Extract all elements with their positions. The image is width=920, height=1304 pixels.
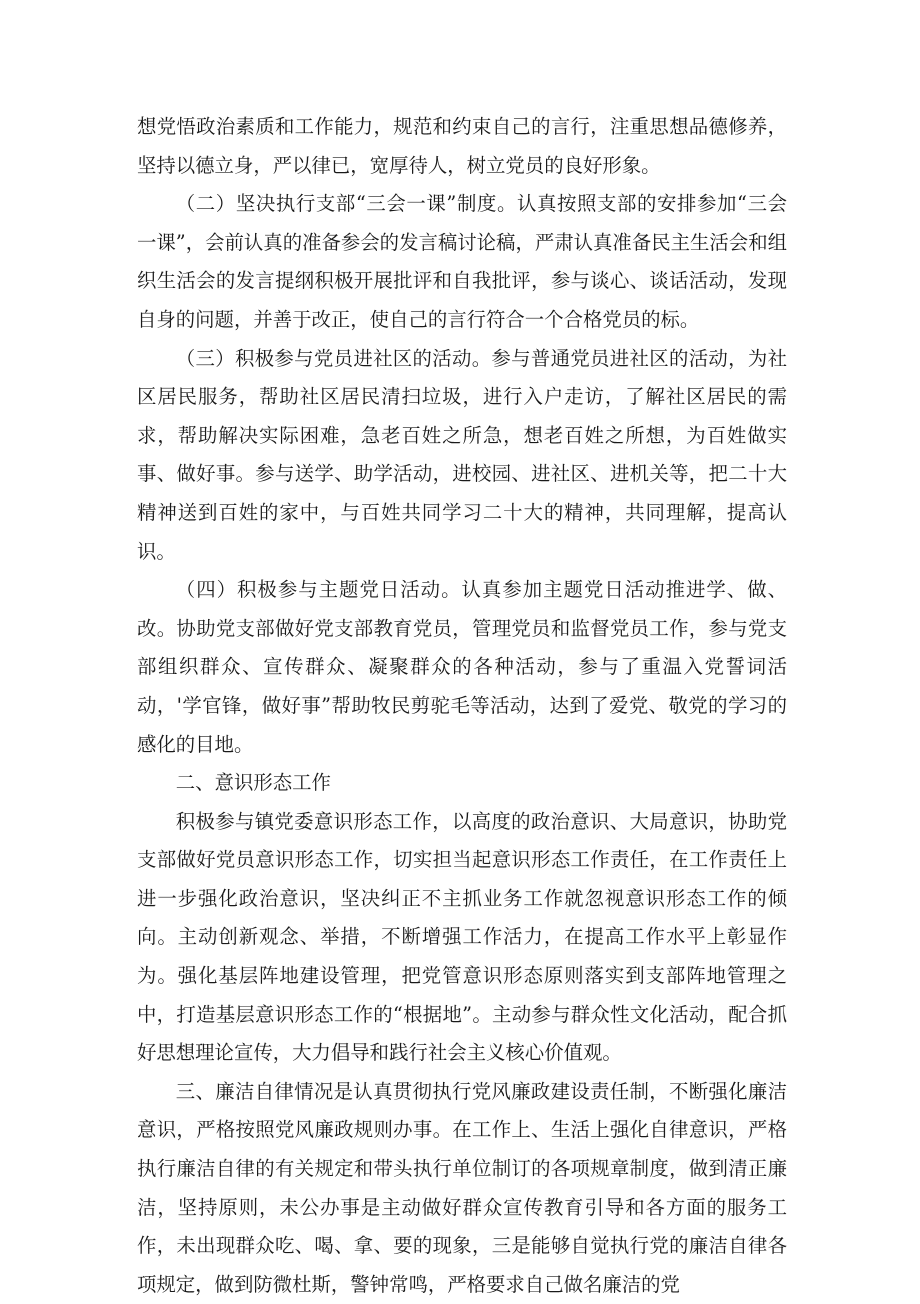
paragraph-item-2: （二）坚决执行支部“三会一课”制度。认真按照支部的安排参加“三会一课”，会前认真的准备参会的发言稿讨论稿，严肃认真准备民主生活会和组织生活会的发言提纲积极开展批评和自我批评，参与谈心、谈话活动，发现自身的问题，并善于改正，使自己的言行符合一个合格党员的标。 xyxy=(137,192,787,331)
document-body xyxy=(137,108,787,1304)
section-heading-ideology: 二、意识形态工作 xyxy=(175,771,331,795)
paragraph-ideology: 积极参与镇党委意识形态工作，以高度的政治意识、大局意识，协助党支部做好党员意识形态工作，切实担当起意识形态工作责任，在工作责任上进一步强化政治意识，坚决纠正不主抓业务工作就忽视意识形态工作的倾向。主动创新观念、举措，不断增强工作活力，在提高工作水平上彰显作为。强化基层阵地建设管理，把党管意识形态原则落实到支部阵地管理之中，打造基层意识形态工作的“根据地”。主动参与群众性文化活动，配合抓好思想理论宣传，大力倡导和践行社会主义核心价值观。 xyxy=(137,809,787,1065)
paragraph-item-4: （四）积极参与主题党日活动。认真参加主题党日活动推进学、做、改。协助党支部做好党支部教育党员，管理党员和监督党员工作，参与党支部组织群众、宣传群众、凝聚群众的各种活动，参与了重温入党誓词活动，'学官锋，做好事”帮助牧民剪驼毛等活动，达到了爱党、敬党的学习的感化的目地。 xyxy=(137,578,787,756)
paragraph-item-3: （三）积极参与党员进社区的活动。参与普通党员进社区的活动，为社区居民服务，帮助社区居民清扫垃圾，进行入户走访，了解社区居民的需求，帮助解决实际困难，急老百姓之所急，想老百姓之所想，为百姓做实事、做好事。参与送学、助学活动，进校园、进社区、进机关等，把二十大精神送到百姓的家中，与百姓共同学习二十大的精神，共同理解，提高认识。 xyxy=(137,346,787,563)
paragraph-integrity: 三、廉洁自律情况是认真贯彻执行党风廉政建设责任制，不断强化廉洁意识，严格按照党风廉政规则办事。在工作上、生活上强化自律意识，严格执行廉洁自律的有关规定和带头执行单位制订的各项规章制度，做到清正廉洁，坚持原则，未公办事是主动做好群众宣传教育引导和各方面的服务工作，未出现群众吃、喝、拿、要的现象，三是能够自觉执行党的廉洁自律各项规定，做到防微杜斯，警钟常鸣，严格要求自己做名廉洁的党 xyxy=(137,1079,787,1296)
paragraph-continuation: 想党悟政治素质和工作能力，规范和约束自己的言行，注重思想品德修养，坚持以德立身，严以律已，宽厚待人，树立党员的良好形象。 xyxy=(137,115,787,177)
